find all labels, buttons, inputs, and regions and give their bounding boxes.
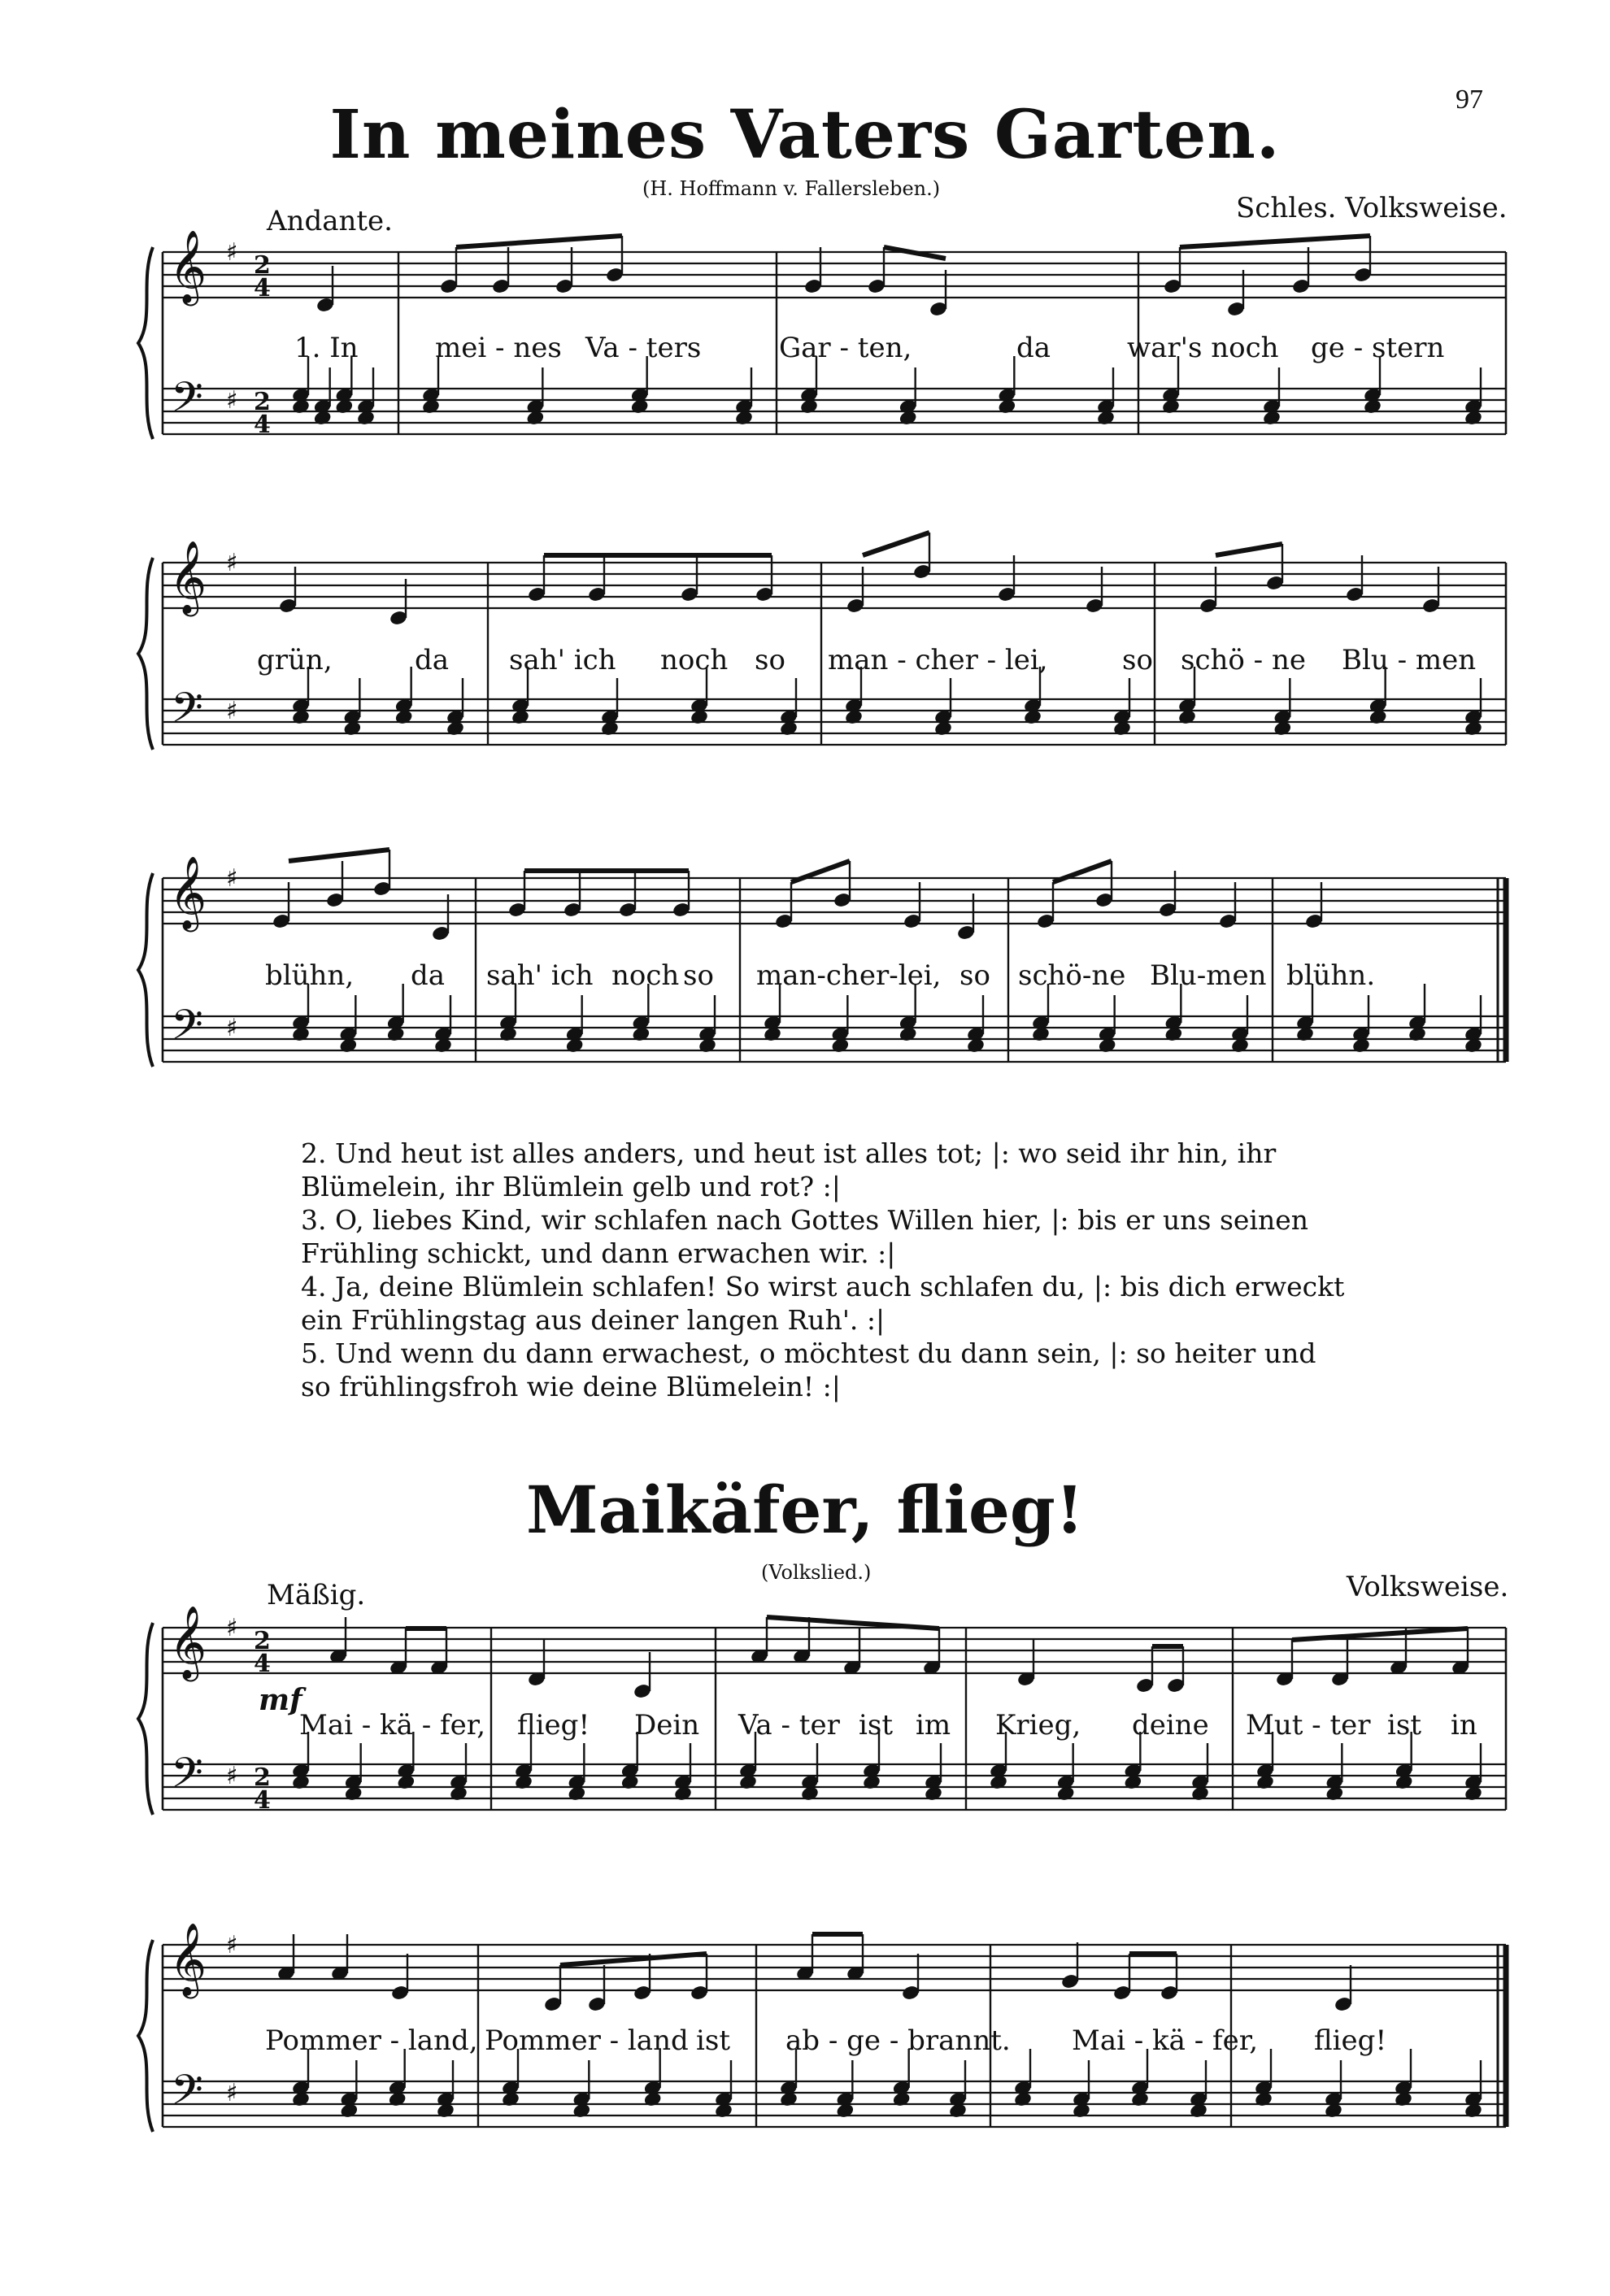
lyric-word: ist	[859, 1709, 893, 1742]
bass-clef: 𝄢	[171, 1000, 203, 1059]
lyric-word: ge - stern	[1311, 332, 1445, 364]
system-brace	[138, 1623, 153, 1815]
key-signature-sharp: ♯	[226, 697, 238, 725]
lyric-word: Krieg,	[995, 1709, 1081, 1742]
verse-line: 2. Und heut ist alles anders, und heut ist alles tot; |: wo seid ihr hin, ihr	[301, 1137, 1277, 1169]
verse-line: 5. Und wenn du dann erwachest, o möchtest du dann sein, |: so heiter und	[301, 1337, 1316, 1369]
bass-clef: 𝄢	[171, 1748, 203, 1807]
lyric-word: Blu-men	[1150, 959, 1267, 992]
verse-line: 4. Ja, deine Blümlein schlafen! So wirst auch schlafen du, |: bis dich erweckt	[301, 1271, 1345, 1302]
key-signature-sharp: ♯	[226, 864, 238, 893]
lyric-word: so	[755, 644, 785, 676]
song-author-1: (H. Hoffmann v. Fallersleben.)	[642, 177, 941, 200]
treble-clef: 𝄞	[169, 541, 207, 614]
time-signature-top: 2	[254, 388, 271, 416]
treble-clef: 𝄞	[169, 856, 207, 929]
verse-line: ein Frühlingstag aus deiner langen Ruh'. :|	[301, 1304, 886, 1336]
note-beam	[863, 533, 929, 555]
time-signature-top: 2	[254, 251, 271, 280]
song-title-1: In meines Vaters Garten.	[329, 96, 1281, 174]
bass-clef: 𝄢	[171, 2065, 203, 2124]
lyric-word: da	[411, 959, 446, 992]
note-beam	[1180, 236, 1370, 247]
dynamic-marking: mf	[259, 1683, 302, 1717]
bass-clef: 𝄢	[171, 683, 203, 742]
key-signature-sharp: ♯	[226, 1931, 238, 1959]
lyric-word: so	[959, 959, 990, 992]
key-signature-sharp: ♯	[226, 1614, 238, 1642]
note-beam	[1216, 544, 1282, 555]
lyric-word: man-cher-lei,	[756, 959, 942, 992]
tempo-marking-1: Andante.	[267, 205, 393, 237]
lyric-word: Va - ters	[585, 332, 702, 364]
verse-line: so frühlingsfroh wie deine Blümelein! :|	[301, 1371, 841, 1402]
time-signature-top: 2	[254, 1763, 271, 1792]
time-signature-bottom: 4	[254, 274, 271, 302]
song-title-2: Maikäfer, flieg!	[526, 1472, 1084, 1548]
key-signature-sharp: ♯	[226, 549, 238, 577]
lyric-word: schö-ne	[1018, 959, 1126, 992]
note-beam	[289, 850, 389, 861]
lyric-word: ist	[1387, 1709, 1421, 1742]
lyric-word: noch	[660, 644, 729, 676]
lyric-word: Pommer - land,	[265, 2024, 478, 2057]
key-signature-sharp: ♯	[226, 238, 238, 267]
lyric-word: sah' ich	[509, 644, 616, 676]
lyric-word: da	[1016, 332, 1051, 364]
system-brace	[138, 873, 153, 1067]
system-brace	[138, 247, 153, 439]
lyric-word: flieg!	[1314, 2024, 1387, 2057]
verse-line: 3. O, liebes Kind, wir schlafen nach Gottes Willen hier, |: bis er uns seinen	[301, 1204, 1309, 1236]
lyric-word: flieg!	[517, 1709, 590, 1742]
treble-clef: 𝄞	[169, 1606, 207, 1679]
lyric-word: Mut - ter	[1246, 1709, 1371, 1742]
lyric-word: man - cher - lei,	[828, 644, 1048, 676]
lyric-word: sah' ich	[486, 959, 594, 992]
lyric-word: im	[916, 1709, 951, 1742]
time-signature-bottom: 4	[254, 1786, 271, 1815]
lyric-word: in	[1451, 1709, 1477, 1742]
lyric-word: Mai - kä - fer,	[299, 1709, 486, 1742]
system-brace	[138, 558, 153, 750]
lyric-word: Blu - men	[1342, 644, 1477, 676]
lyric-word: ab - ge - brannt.	[785, 2024, 1011, 2057]
melody-origin-2: Volksweise.	[1347, 1571, 1509, 1603]
lyric-word: da	[415, 644, 450, 676]
lyric-word: Va - ter	[738, 1709, 840, 1742]
key-signature-sharp: ♯	[226, 386, 238, 415]
system-brace	[138, 1940, 153, 2132]
lyric-word: blühn.	[1286, 959, 1376, 992]
tempo-marking-2: Mäßig.	[267, 1579, 366, 1611]
bass-clef: 𝄢	[171, 372, 203, 432]
song-source-2: (Volkslied.)	[761, 1561, 872, 1584]
time-signature-bottom: 4	[254, 411, 271, 439]
page-number: 97	[1456, 85, 1483, 115]
melody-origin-1: Schles. Volksweise.	[1236, 192, 1508, 224]
lyric-word: war's noch	[1127, 332, 1279, 364]
verse-line: Frühling schickt, und dann erwachen wir. :|	[301, 1237, 896, 1269]
key-signature-sharp: ♯	[226, 1014, 238, 1042]
verse-line: Blümelein, ihr Blümlein gelb und rot? :|	[301, 1171, 841, 1202]
note-beam	[456, 236, 622, 247]
lyric-word: ist	[696, 2024, 730, 2057]
lyric-word: noch	[611, 959, 680, 992]
lyric-word: Pommer - land	[485, 2024, 689, 2057]
lyric-word: Gar - ten,	[779, 332, 912, 364]
key-signature-sharp: ♯	[226, 2079, 238, 2107]
time-signature-bottom: 4	[254, 1650, 271, 1678]
treble-clef: 𝄞	[169, 230, 207, 303]
lyric-word: 1. In	[294, 332, 359, 364]
lyric-word: grün,	[257, 644, 333, 676]
lyric-word: Mai - kä - fer,	[1072, 2024, 1259, 2057]
treble-clef: 𝄞	[169, 1923, 207, 1996]
lyric-word: so	[1122, 644, 1153, 676]
lyric-word: schö - ne	[1181, 644, 1306, 676]
time-signature-top: 2	[254, 1627, 271, 1655]
lyric-word: blühn,	[265, 959, 355, 992]
key-signature-sharp: ♯	[226, 1762, 238, 1790]
lyric-word: so	[683, 959, 714, 992]
lyric-word: Dein	[634, 1709, 700, 1742]
lyric-word: deine	[1132, 1709, 1209, 1742]
lyric-word: mei - nes	[435, 332, 562, 364]
